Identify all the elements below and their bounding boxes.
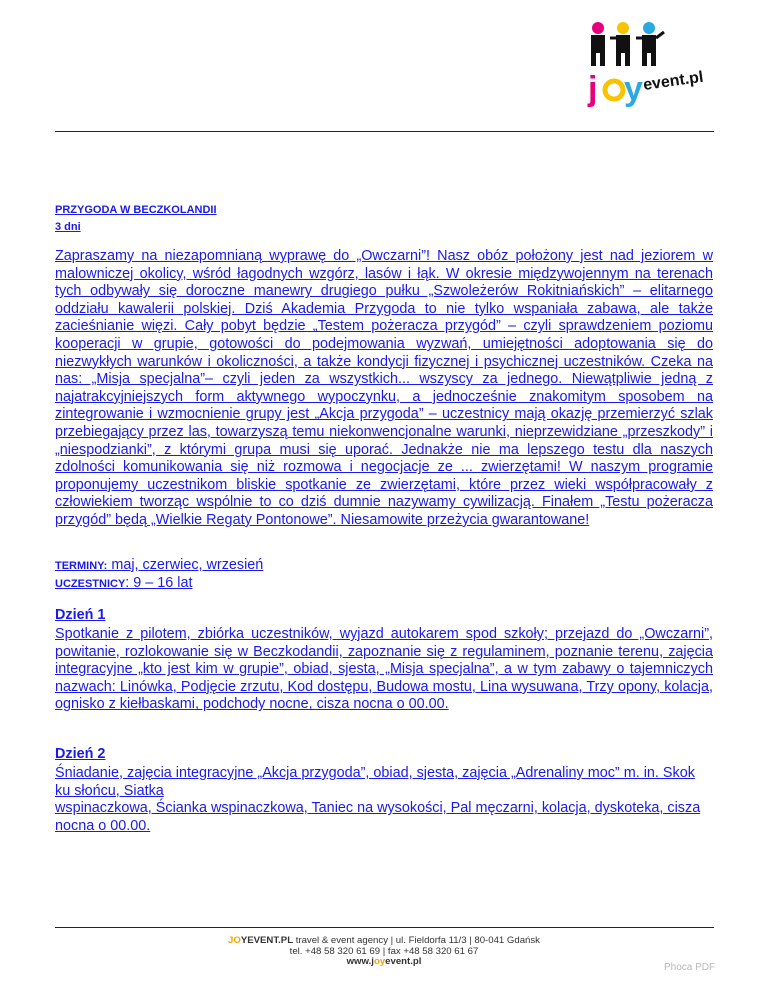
footer-line-1 bbox=[0, 936, 768, 947]
logo-figures-icon bbox=[528, 14, 708, 114]
footer-website[interactable]: www.joyevent.pl bbox=[346, 956, 422, 968]
svg-text:y: y bbox=[624, 70, 643, 108]
day-2-body[interactable] bbox=[55, 765, 713, 835]
intro-paragraph[interactable]: Zapraszamy na niezapomnianą wyprawę do „Owczarni”! Nasz obóz położony jest nad jeziorem w malowniczej okolicy, wśród łagodnych wzgórz, lasów i łąk. W okresie międzywojennym na terenach tych odbywały się doroczne manewry drugiego pułku „Szwoleżerów Rokitniańskich” – elitarnego oddziału kawalerii polskiej. Dziś Akademia Przygoda to nie tylko wspaniała zabawa, ale także zacieśnianie więzi. Cały pobyt będzie „Testem pożeracza przygód” – czyli sprawdzeniem poziomu kooperacji w grupie, gotowości do podejmowania wyzwań, umiejętności adoptowania się do niezwykłych warunków i okoliczności, a także kondycji fizycznej i psychicznej uczestników. Czeka na nas: „Misja specjalna”– czyli jeden za wszystkich... wszyscy za jednego. Niewątpliwie jedną z najatrakcyjniejszych form aktywnego wypoczynku, a jednocześnie znakomitym sposobem na zintegrowanie i wzmocnienie grupy jest „Akcja przygoda” – uczestnicy mają okazję przemierzyć szlak przebiegający przez las, towarzyszą temu niekonwencjonalne warunki, nieprzewidziane „przeszkody” i „niespodzianki”, z którymi grupa musi się uporać. Jednakże nie ma lepszego testu dla naszych zdolności komunikowania się niż rozmowa i negocjacje ze ... zwierzętami! W naszym programie proponujemy uczestnikom bliskie spotkanie ze zwierzętami, które przez wieki współpracowały z człowiekiem tworząc wspólnie to co dziś dumnie nazywamy cywilizacją. Finałem „Testu pożeracza przygód” będą „Wielkie Regaty Pontonowe”. Niesamowite przeżycia gwarantowane! bbox=[55, 248, 713, 528]
bottom-divider bbox=[55, 927, 714, 928]
terms-line[interactable] bbox=[55, 557, 263, 573]
footer-address: travel & event agency | ul. Fieldorfa 11/3 | 80-041 Gdańsk bbox=[293, 935, 540, 946]
participants-value: : 9 – 16 lat bbox=[125, 575, 193, 591]
phoca-pdf-label: Phoca PDF bbox=[664, 962, 716, 973]
svg-text:event.pl: event.pl bbox=[642, 68, 705, 94]
document-duration[interactable]: 3 dni bbox=[55, 221, 81, 233]
terms-value: maj, czerwiec, wrzesień bbox=[107, 557, 264, 573]
footer bbox=[0, 936, 768, 968]
day-1-body[interactable]: Spotkanie z pilotem, zbiórka uczestników, wyjazd autokarem spod szkoły; przejazd do „Owczarni”, powitanie, rozlokowanie się w Beczkodandii, zapoznanie się z regulaminem, poznanie terenu, zajęcia integracyjne „kto jest kim w grupie”, obiad, sjesta, „Misja specjalna”, a w tym zabawy o tajemniczych nazwach: Linówka, Podjęcie zrzutu, Kod dostępu, Budowa mostu, Lina wysuwana, Trzy opony, kolacja, ognisko z kiełbaskami, podchody nocne, cisza nocna o 00.00. bbox=[55, 626, 713, 713]
footer-brand-rest: YEVENT.PL bbox=[240, 935, 294, 946]
footer-brand-j: J bbox=[228, 935, 234, 946]
participants-line[interactable] bbox=[55, 575, 193, 591]
terms-label: TERMINY: bbox=[55, 560, 108, 572]
day-1-heading[interactable]: Dzień 1 bbox=[55, 607, 106, 623]
footer-brand-o: O bbox=[233, 935, 241, 946]
day-2-body-line1: Śniadanie, zajęcia integracyjne „Akcja przygoda”, obiad, sjesta, zajęcia „Adrenaliny moc” m. in. Skok ku słońcu, Siatka bbox=[55, 765, 695, 799]
participants-label: UCZESTNICY bbox=[55, 578, 126, 590]
svg-text:j: j bbox=[588, 70, 598, 108]
joyevent-logo bbox=[528, 14, 708, 114]
top-divider bbox=[55, 131, 714, 132]
footer-line-2: tel. +48 58 320 61 69 | fax +48 58 320 61 67 bbox=[289, 945, 479, 957]
day-2-body-line2: wspinaczkowa, Ścianka wspinaczkowa, Taniec na wysokości, Pal męczarni, kolacja, dyskoteka, cisza nocna o 00.00. bbox=[55, 800, 701, 834]
document-title[interactable]: PRZYGODA W BECZKOLANDII bbox=[55, 204, 217, 216]
day-2-heading[interactable]: Dzień 2 bbox=[55, 746, 106, 762]
